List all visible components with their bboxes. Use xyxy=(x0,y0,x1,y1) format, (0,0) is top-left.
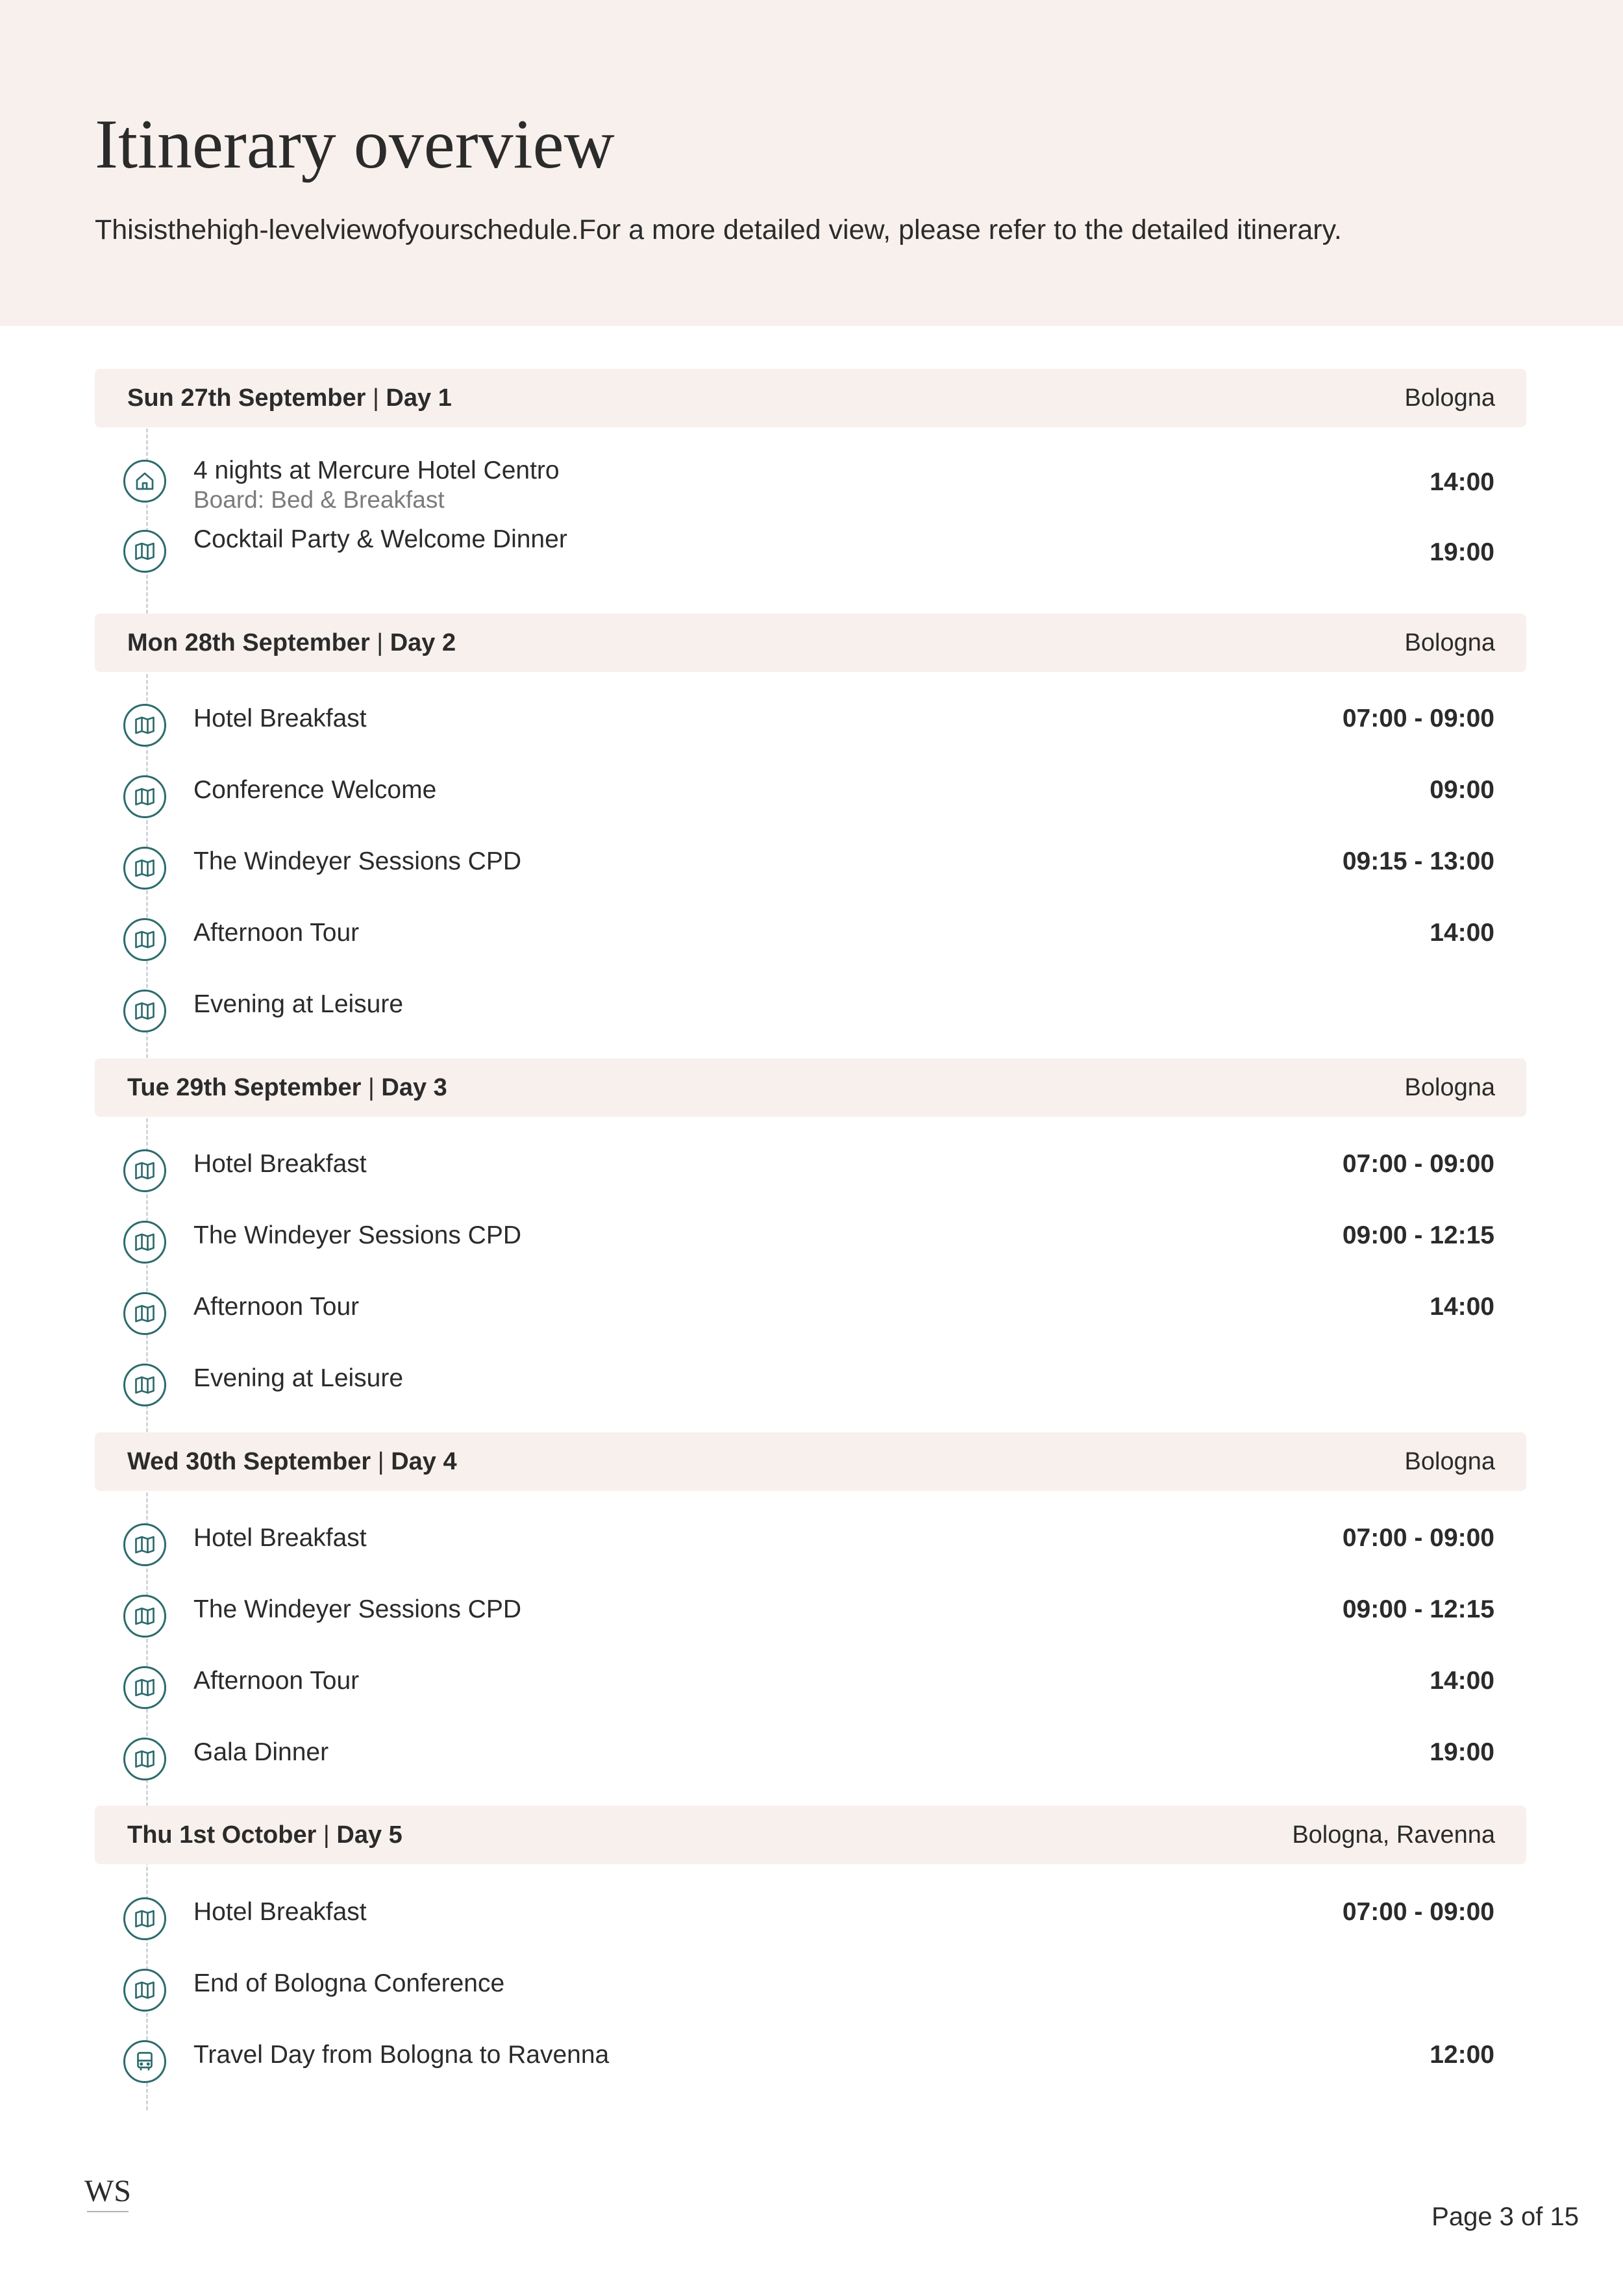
map-icon xyxy=(123,1364,166,1406)
item-time: 19:00 xyxy=(1430,538,1494,566)
day-header xyxy=(95,1806,1526,1864)
itinerary-item xyxy=(0,1892,1623,1951)
bus-icon xyxy=(123,2040,166,2083)
item-board: Board: Bed & Breakfast xyxy=(193,486,445,513)
item-name: Gala Dinner xyxy=(193,1738,329,1766)
item-name: Afternoon Tour xyxy=(193,1667,360,1695)
itinerary-item xyxy=(0,913,1623,971)
item-time: 14:00 xyxy=(1430,919,1494,947)
item-time: 07:00 - 09:00 xyxy=(1342,1898,1494,1926)
itinerary-item xyxy=(0,770,1623,829)
item-name: Evening at Leisure xyxy=(193,1364,404,1392)
map-icon xyxy=(123,704,166,747)
map-icon xyxy=(123,1149,166,1192)
item-name: End of Bologna Conference xyxy=(193,1969,505,1997)
item-name: Conference Welcome xyxy=(193,776,437,804)
day-date: Thu 1st October | Day 5 xyxy=(127,1821,403,1849)
day-date: Tue 29th September | Day 3 xyxy=(127,1074,447,1101)
item-time: 07:00 - 09:00 xyxy=(1342,1150,1494,1178)
itinerary-item xyxy=(0,1661,1623,1719)
itinerary-item xyxy=(0,984,1623,1043)
item-name: Afternoon Tour xyxy=(193,1293,360,1321)
page-subtitle: Thisisthehigh-levelviewofyourschedule.For a more detailed view, please refer to the detailed itinerary. xyxy=(95,214,1342,245)
day-date: Mon 28th September | Day 2 xyxy=(127,629,456,656)
itinerary-item xyxy=(0,1144,1623,1203)
item-time: 07:00 - 09:00 xyxy=(1342,705,1494,732)
day-location: Bologna xyxy=(1404,629,1495,656)
map-icon xyxy=(123,775,166,818)
item-name: 4 nights at Mercure Hotel Centro xyxy=(193,456,560,484)
map-icon xyxy=(123,1969,166,2012)
itinerary-item xyxy=(0,1358,1623,1417)
home-icon xyxy=(123,460,166,503)
company-logo xyxy=(75,2169,140,2221)
day-header xyxy=(95,1432,1526,1491)
item-name: The Windeyer Sessions CPD xyxy=(193,1595,522,1623)
itinerary-item xyxy=(0,1732,1623,1791)
item-time: 09:00 - 12:15 xyxy=(1342,1221,1494,1249)
item-time: 19:00 xyxy=(1430,1738,1494,1766)
item-time: 12:00 xyxy=(1430,2041,1494,2069)
map-icon xyxy=(123,990,166,1032)
page-header xyxy=(0,0,1623,326)
itinerary-item xyxy=(0,1287,1623,1345)
itinerary-item xyxy=(0,525,1623,583)
map-icon xyxy=(123,1738,166,1780)
day-location: Bologna xyxy=(1404,384,1495,412)
item-time: 09:00 xyxy=(1430,776,1494,804)
map-icon xyxy=(123,1897,166,1940)
page-title: Itinerary overview xyxy=(95,106,615,183)
itinerary-item xyxy=(0,699,1623,757)
day-date: Sun 27th September | Day 1 xyxy=(127,384,452,412)
day-location: Bologna, Ravenna xyxy=(1292,1821,1495,1849)
day-location: Bologna xyxy=(1404,1448,1495,1475)
item-name: Hotel Breakfast xyxy=(193,1150,367,1178)
map-icon xyxy=(123,847,166,890)
item-time: 14:00 xyxy=(1430,1293,1494,1321)
item-name: Travel Day from Bologna to Ravenna xyxy=(193,2041,610,2069)
item-name: Cocktail Party & Welcome Dinner xyxy=(193,525,567,553)
item-time: 09:15 - 13:00 xyxy=(1342,847,1494,875)
map-icon xyxy=(123,530,166,573)
itinerary-item xyxy=(0,842,1623,900)
day-header xyxy=(95,614,1526,672)
map-icon xyxy=(123,1666,166,1709)
svg-text:WS: WS xyxy=(84,2174,131,2208)
itinerary-item xyxy=(0,1964,1623,2022)
page-number: Page 3 of 15 xyxy=(1431,2202,1579,2231)
map-icon xyxy=(123,1595,166,1638)
itinerary-item xyxy=(0,2035,1623,2093)
item-name: The Windeyer Sessions CPD xyxy=(193,1221,522,1249)
day-location: Bologna xyxy=(1404,1074,1495,1101)
map-icon xyxy=(123,1221,166,1264)
day-header xyxy=(95,1058,1526,1117)
item-name: Evening at Leisure xyxy=(193,990,404,1018)
item-name: Afternoon Tour xyxy=(193,919,360,947)
item-name: The Windeyer Sessions CPD xyxy=(193,847,522,875)
itinerary-item xyxy=(0,1216,1623,1274)
map-icon xyxy=(123,1523,166,1566)
item-name: Hotel Breakfast xyxy=(193,705,367,732)
item-time: 14:00 xyxy=(1430,1667,1494,1695)
item-name: Hotel Breakfast xyxy=(193,1524,367,1552)
item-time: 09:00 - 12:15 xyxy=(1342,1595,1494,1623)
map-icon xyxy=(123,918,166,961)
item-time: 14:00 xyxy=(1430,468,1494,496)
itinerary-item xyxy=(0,455,1623,513)
itinerary-item xyxy=(0,1590,1623,1648)
day-header xyxy=(95,369,1526,427)
item-name: Hotel Breakfast xyxy=(193,1898,367,1926)
item-time: 07:00 - 09:00 xyxy=(1342,1524,1494,1552)
itinerary-item xyxy=(0,1518,1623,1577)
map-icon xyxy=(123,1292,166,1335)
day-date: Wed 30th September | Day 4 xyxy=(127,1448,457,1475)
